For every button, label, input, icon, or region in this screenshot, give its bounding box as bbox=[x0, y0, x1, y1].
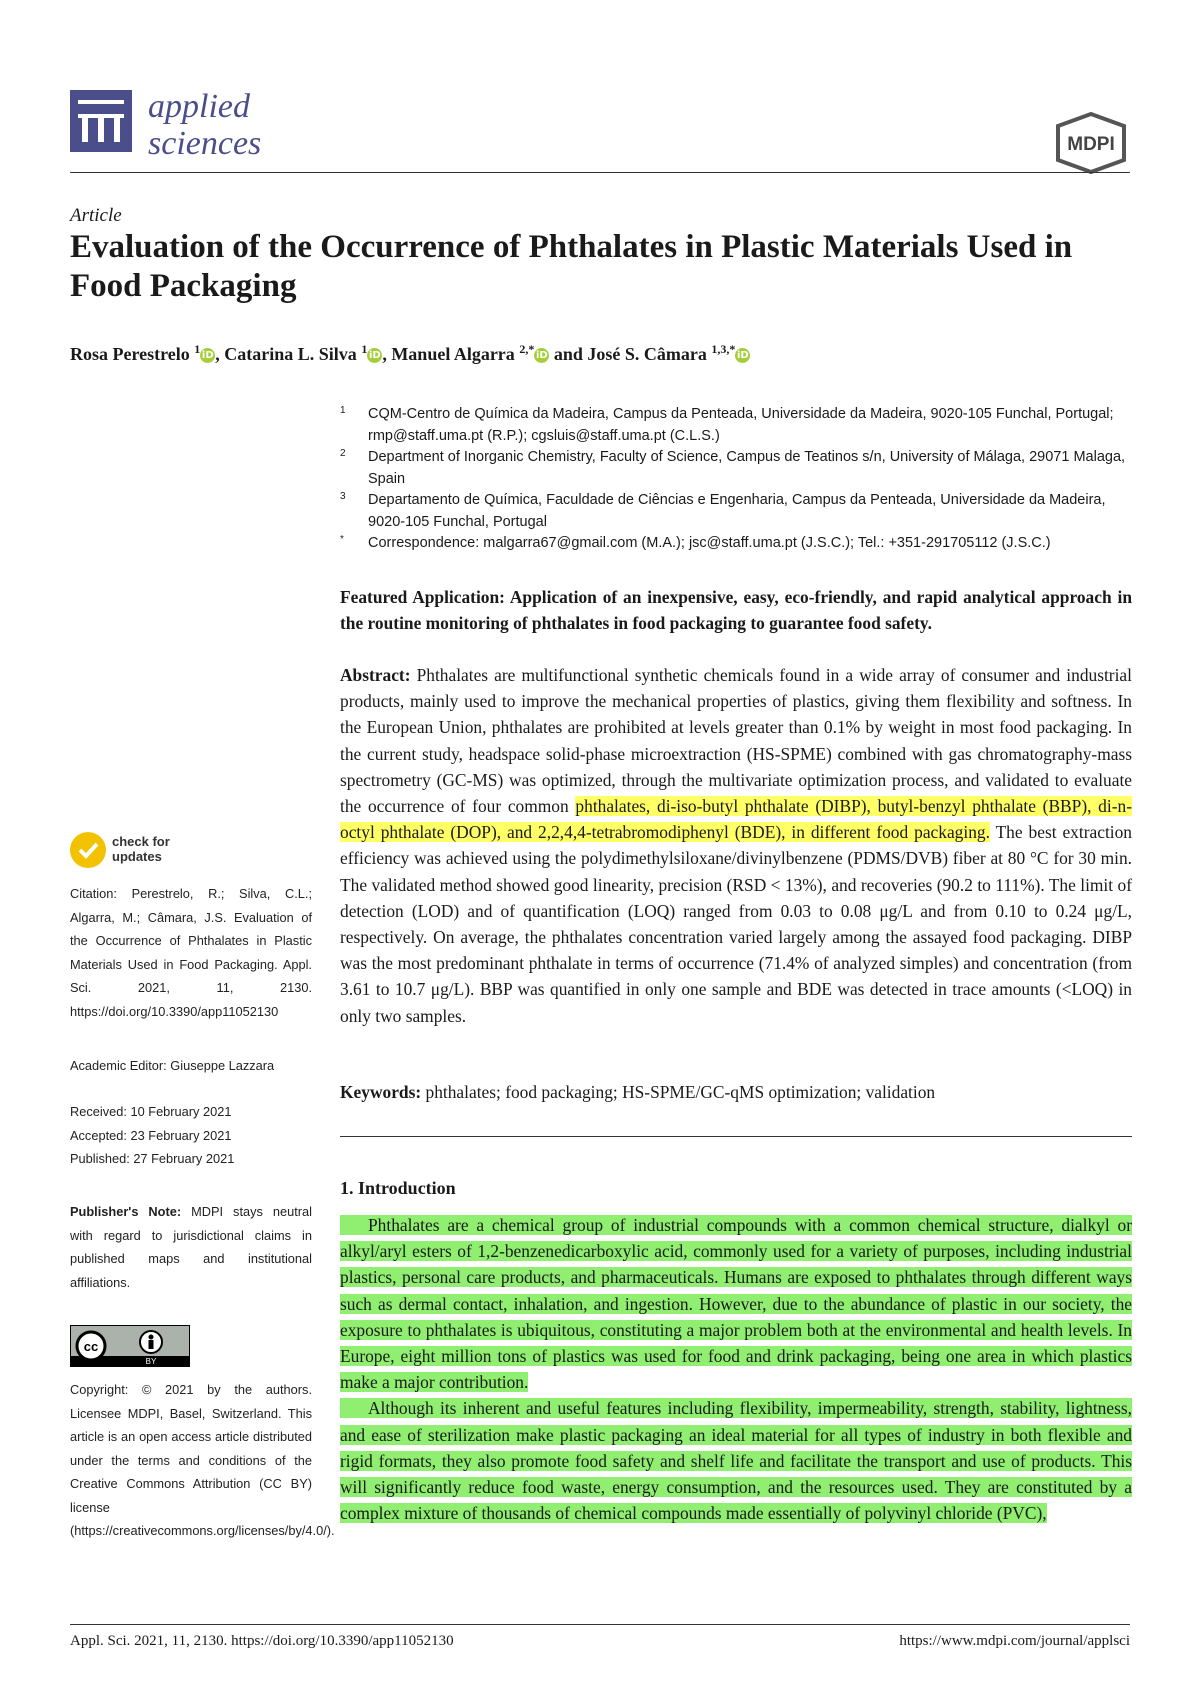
affiliation-item bbox=[340, 447, 1132, 490]
affiliation-item bbox=[340, 490, 1132, 533]
orcid-icon[interactable]: iD bbox=[535, 350, 548, 361]
article-title: Evaluation of the Occurrence of Phthalates in Plastic Materials Used in Food Packaging bbox=[70, 229, 1073, 304]
intro-paragraph bbox=[340, 1215, 1132, 1392]
checkmark-icon bbox=[70, 832, 106, 868]
copyright-notice: Copyright: © 2021 by the authors. Licensee MDPI, Basel, Switzerland. This article is an open access article distributed under the terms and conditions of the Creative Commons Attribution (CC BY) license (https://creativecommons.org/licenses/by/4.0/). bbox=[70, 1382, 335, 1538]
publisher-note-text: MDPI stays neutral with regard to jurisdictional claims in published maps and institutional affiliations. bbox=[70, 1204, 312, 1290]
check-updates-label bbox=[112, 834, 170, 864]
author-separator: , bbox=[215, 344, 225, 364]
keywords-label: Keywords: bbox=[340, 1082, 422, 1102]
affiliation-item bbox=[340, 404, 1132, 447]
author-affiliation-mark: 2,* bbox=[519, 342, 535, 356]
affiliation-number: 2 bbox=[340, 448, 346, 459]
abstract-label: Abstract: bbox=[340, 665, 411, 685]
journal-logo-icon bbox=[70, 90, 132, 152]
author-affiliation-mark: 1 bbox=[194, 342, 201, 356]
author-affiliation-mark: 1 bbox=[361, 342, 368, 356]
author-name[interactable]: Rosa Perestrelo bbox=[70, 344, 190, 364]
citation: Citation: Perestrelo, R.; Silva, C.L.; Algarra, M.; Câmara, J.S. Evaluation of the Occurrence of Phthalates in Plastic Materials Used in Food Packaging. Appl. Sci. 2021, 11, 2130. https://doi.org/10.3390/app11052130 bbox=[70, 886, 312, 1019]
affiliation-text: CQM-Centro de Química da Madeira, Campus da Penteada, Universidade da Madeira, 9020-105 Funchal, Portugal; rmp@staff.uma.pt (R.P.); cgsluis@staff.uma.pt (C.L.S.) bbox=[368, 406, 1114, 444]
affiliation-number: 1 bbox=[340, 405, 346, 416]
cc-by-license-icon[interactable] bbox=[70, 1325, 190, 1367]
publisher-note bbox=[70, 1200, 312, 1294]
accepted-date: Accepted: 23 February 2021 bbox=[70, 1127, 232, 1143]
intro-paragraph-text: Phthalates are a chemical group of industrial compounds with a common chemical structure, dialkyl or alkyl/aryl esters of 1,2-benzenedicarboxylic acid, commonly used for a variety of purposes, including industrial plastics, personal care products, and pharmaceuticals. Humans are exposed to phthalates through different ways such as dermal contact, inhalation, and ingestion. However, due to the abundance of plastic in our society, the exposure to phthalates is ubiquitous, constituting a major problem both at the environmental and health levels. In Europe, eight million tons of plastics was used for food and drink packaging, being one area in which plastics make a major contribution. bbox=[340, 1215, 1132, 1393]
orcid-icon[interactable]: iD bbox=[201, 350, 214, 361]
author-name[interactable]: José S. Câmara bbox=[587, 344, 707, 364]
received-date: Received: 10 February 2021 bbox=[70, 1104, 232, 1119]
affiliation-number: 3 bbox=[340, 491, 346, 502]
mdpi-logo-icon bbox=[1054, 112, 1128, 174]
abstract bbox=[340, 662, 1132, 1029]
article-type: Article bbox=[70, 205, 122, 226]
abstract-text: The best extraction efficiency was achieved using the polydimethylsiloxane/divinylbenzene (PDMS/DVB) fiber at 80 °C for 30 min. The validated method showed good linearity, precision (RSD < 13%), and recoveries (90.2 to 111%). The limit of detection (LOD) and of quantification (LOQ) ranged from 0.03 to 0.08 μg/L and from 0.10 to 0.24 μg/L, respectively. On average, the phthalates concentration varied largely among the assayed food packaging. DIBP was the most predominant phthalate in terms of occurrence (71.4% of analyzed simples) and concentration (from 3.61 to 10.7 μg/L). BBP was quantified in only one sample and BDE was detected in trace amounts (<LOQ) in only two samples. bbox=[340, 822, 1132, 1026]
published-date: Published: 27 February 2021 bbox=[70, 1151, 235, 1166]
journal-name-line2: sciences bbox=[148, 125, 262, 162]
author-name[interactable]: Manuel Algarra bbox=[391, 344, 515, 364]
keywords-text: phthalates; food packaging; HS-SPME/GC-qMS optimization; validation bbox=[425, 1082, 936, 1102]
footer-divider bbox=[70, 1624, 1130, 1625]
publication-dates bbox=[70, 1100, 312, 1171]
affiliations bbox=[340, 404, 1132, 555]
orcid-icon[interactable]: iD bbox=[368, 350, 381, 361]
author-separator: , bbox=[382, 344, 392, 364]
journal-name-line1: applied bbox=[148, 88, 250, 125]
academic-editor: Academic Editor: Giuseppe Lazzara bbox=[70, 1058, 275, 1073]
abstract-text: Phthalates are multifunctional synthetic chemicals found in a wide array of consumer and industrial products, mainly used to improve the mechanical properties of plastics, giving them flexibility and softness. In the European Union, phthalates are prohibited at levels greater than 0.1% by weight in most food packaging. In the current study, headspace solid-phase microextraction (HS-SPME) combined with gas chromatography-mass spectrometry (GC-MS) was optimized, through the multivariate optimization process, and validated to evaluate the occurrence of four common bbox=[340, 665, 1132, 817]
publisher-note-label: Publisher's Note: bbox=[70, 1204, 182, 1219]
cc-label: cc bbox=[83, 1339, 99, 1354]
journal-name bbox=[148, 88, 261, 162]
correspondence-text: Correspondence: malgarra67@gmail.com (M.A.); jsc@staff.uma.pt (J.S.C.); Tel.: +351-291705112 (J.S.C.) bbox=[368, 535, 1051, 551]
affiliation-text: Department of Inorganic Chemistry, Faculty of Science, Campus de Teatinos s/n, University of Málaga, 29071 Malaga, Spain bbox=[368, 449, 1126, 487]
author-separator: and bbox=[549, 344, 588, 364]
affiliation-number: * bbox=[340, 534, 344, 545]
keywords bbox=[340, 1079, 1132, 1105]
author-name[interactable]: Catarina L. Silva bbox=[224, 344, 357, 364]
check-updates-line2: updates bbox=[112, 849, 162, 864]
intro-paragraph bbox=[340, 1398, 1132, 1523]
cc-by-label: BY bbox=[145, 1357, 157, 1366]
affiliation-text: Departamento de Química, Faculdade de Ciências e Engenharia, Campus da Penteada, Universidade da Madeira, 9020-105 Funchal, Portugal bbox=[368, 492, 1106, 530]
featured-application bbox=[340, 584, 1132, 636]
check-for-updates-button[interactable] bbox=[70, 832, 220, 868]
abstract-highlight: phthalates, di-iso-butyl phthalate (DIBP), butyl-benzyl phthalate (BBP), di-n-octyl phthalate (DOP), and 2,2,4,4-tetrabromodiphenyl (BDE), in different food packaging. bbox=[340, 796, 1132, 843]
header-divider bbox=[70, 172, 1130, 173]
correspondence-item bbox=[340, 533, 1132, 555]
mdpi-logo-text: MDPI bbox=[1067, 134, 1115, 155]
introduction-body bbox=[340, 1212, 1132, 1526]
check-updates-line1: check for bbox=[112, 834, 170, 849]
section-divider bbox=[340, 1136, 1132, 1137]
author-affiliation-mark: 1,3,* bbox=[711, 342, 736, 356]
intro-paragraph-text: Although its inherent and useful features including flexibility, impermeability, strength, stability, lightness, and ease of sterilization make plastic packaging an ideal material for all types of industry in both flexible and rigid formats, they also promote food safety and shelf life and facilitate the transport and use of products. This will significantly reduce food waste, energy consumption, and the resources used. They are constituted by a complex mixture of thousands of chemical compounds made essentially of polyvinyl chloride (PVC), bbox=[340, 1398, 1132, 1524]
section-heading: 1. Introduction bbox=[340, 1178, 456, 1198]
footer-citation[interactable]: Appl. Sci. 2021, 11, 2130. https://doi.org/10.3390/app11052130 bbox=[70, 1633, 454, 1649]
orcid-icon[interactable]: iD bbox=[736, 350, 749, 361]
journal-url-link[interactable]: https://www.mdpi.com/journal/applsci bbox=[899, 1633, 1130, 1649]
author-list bbox=[70, 342, 750, 365]
featured-label: Featured Application: bbox=[340, 587, 505, 607]
featured-text: Application of an inexpensive, easy, eco-friendly, and rapid analytical approach in the routine monitoring of phthalates in food packaging to guarantee food safety. bbox=[340, 587, 1132, 634]
